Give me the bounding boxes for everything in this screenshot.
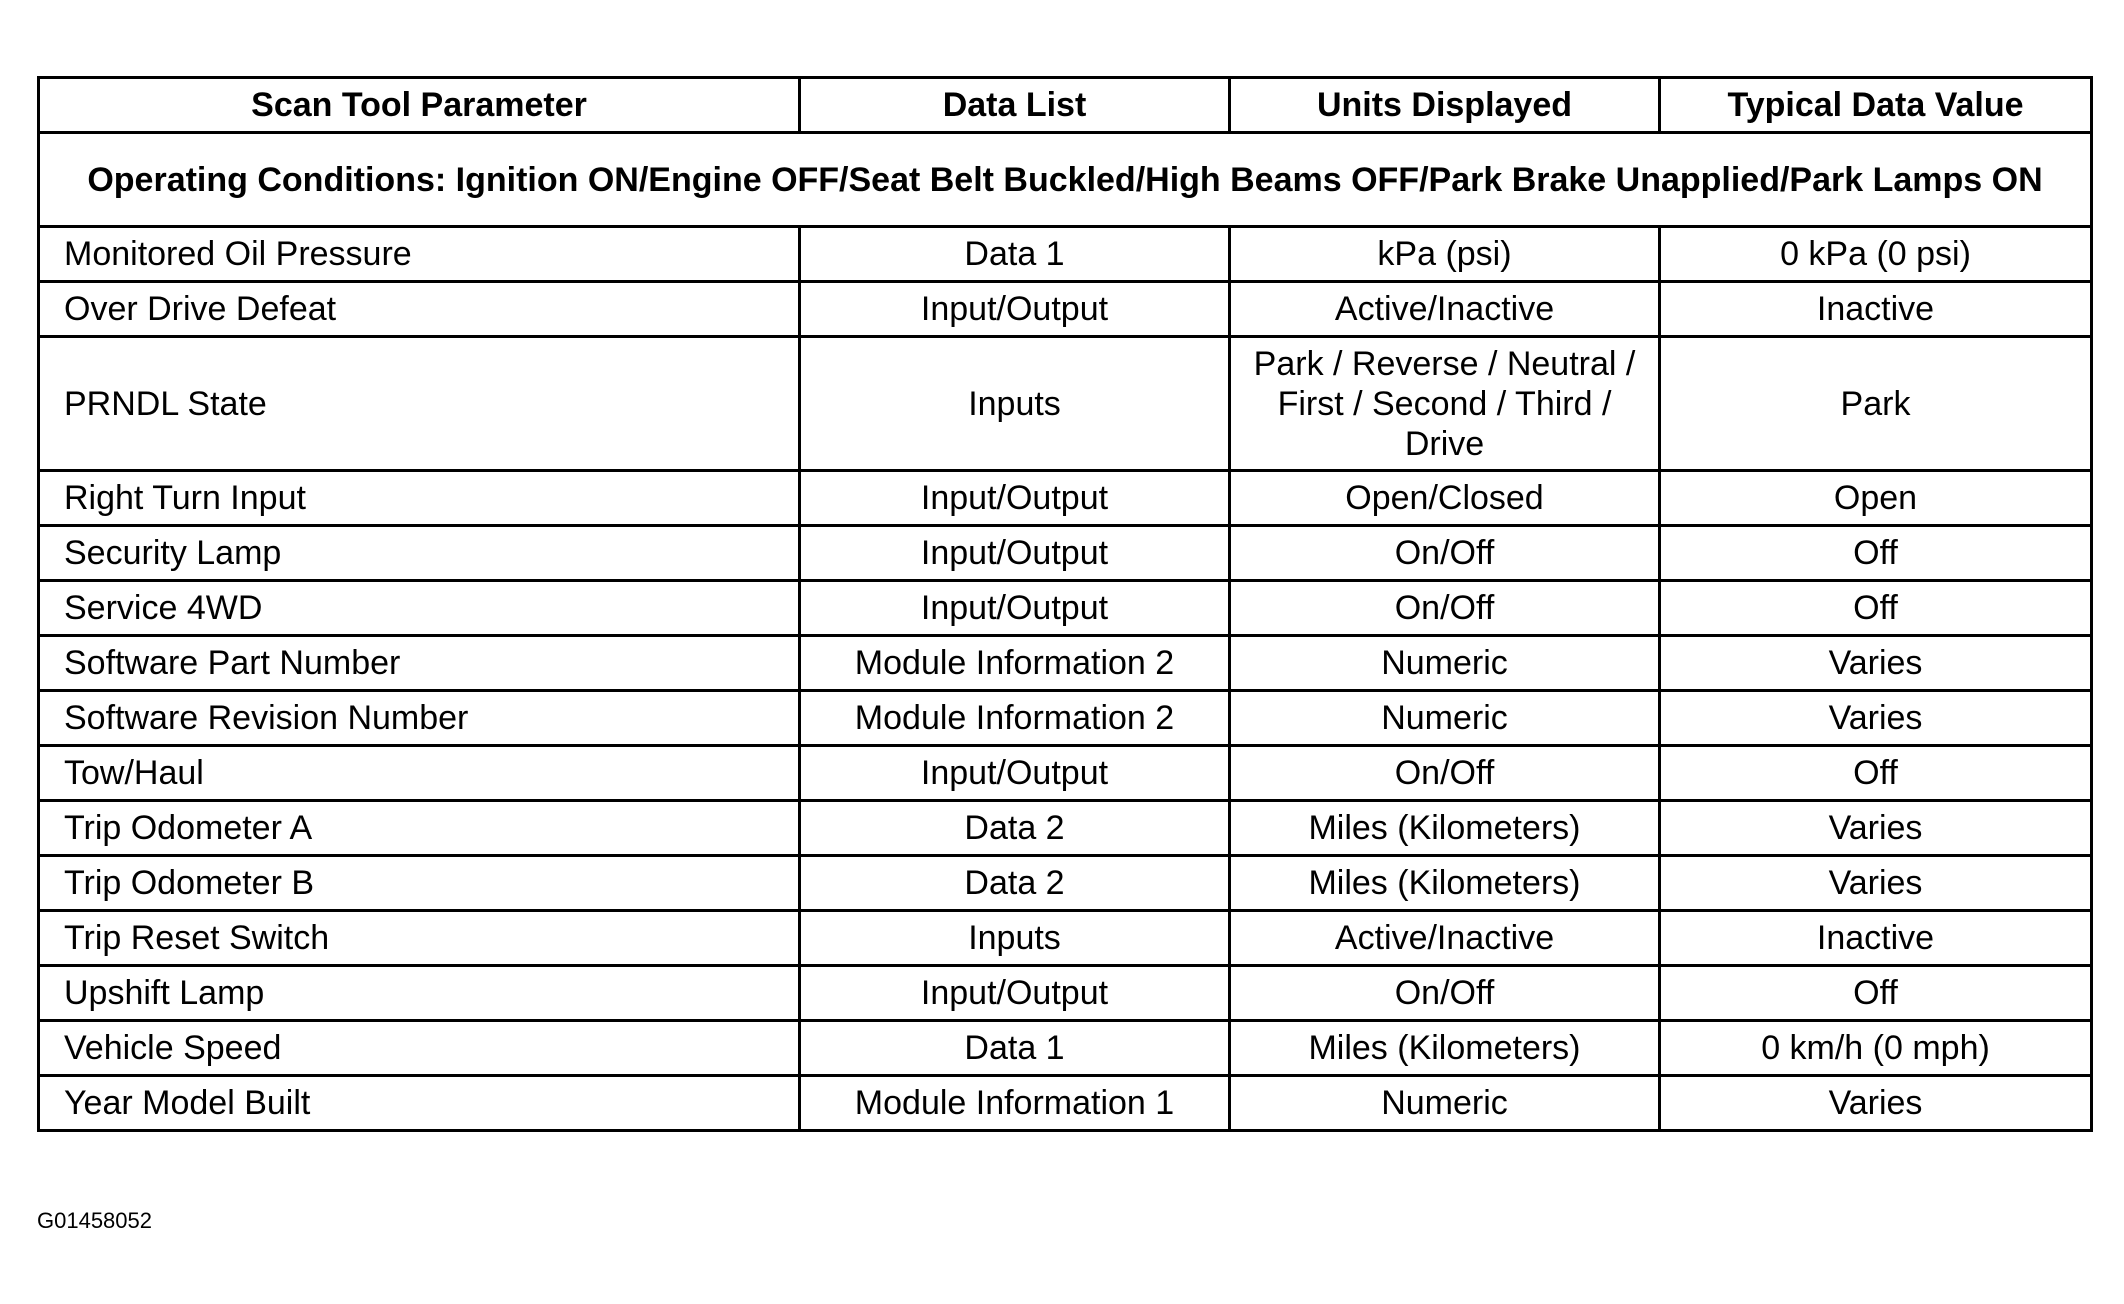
cell-units: Numeric xyxy=(1230,636,1660,691)
header-typical-data-value: Typical Data Value xyxy=(1660,78,2092,133)
table-row xyxy=(39,227,2092,282)
cell-data-list: Inputs xyxy=(800,337,1230,471)
cell-typical-value: Varies xyxy=(1660,691,2092,746)
cell-typical-value: 0 km/h (0 mph) xyxy=(1660,1021,2092,1076)
figure-id: G01458052 xyxy=(37,1208,152,1233)
cell-typical-value: Off xyxy=(1660,526,2092,581)
cell-parameter: Monitored Oil Pressure xyxy=(39,227,800,282)
table-row xyxy=(39,966,2092,1021)
table-row xyxy=(39,581,2092,636)
table-row xyxy=(39,337,2092,471)
cell-data-list: Module Information 2 xyxy=(800,691,1230,746)
table-header-row xyxy=(39,78,2092,133)
cell-units: Park / Reverse / Neutral / First / Second / Third / Drive xyxy=(1230,337,1660,471)
cell-units: On/Off xyxy=(1230,966,1660,1021)
cell-typical-value: 0 kPa (0 psi) xyxy=(1660,227,2092,282)
cell-units: Miles (Kilometers) xyxy=(1230,856,1660,911)
cell-data-list: Input/Output xyxy=(800,746,1230,801)
cell-data-list: Input/Output xyxy=(800,966,1230,1021)
table-row xyxy=(39,801,2092,856)
cell-parameter: Trip Reset Switch xyxy=(39,911,800,966)
table-row xyxy=(39,636,2092,691)
cell-units: Numeric xyxy=(1230,691,1660,746)
table-row xyxy=(39,1076,2092,1131)
cell-parameter: Year Model Built xyxy=(39,1076,800,1131)
cell-data-list: Input/Output xyxy=(800,581,1230,636)
cell-units: Active/Inactive xyxy=(1230,911,1660,966)
header-units-displayed: Units Displayed xyxy=(1230,78,1660,133)
cell-data-list: Data 2 xyxy=(800,856,1230,911)
operating-conditions-row xyxy=(39,133,2092,227)
cell-parameter: Security Lamp xyxy=(39,526,800,581)
cell-typical-value: Inactive xyxy=(1660,911,2092,966)
cell-typical-value: Varies xyxy=(1660,856,2092,911)
cell-data-list: Data 2 xyxy=(800,801,1230,856)
table-row xyxy=(39,911,2092,966)
cell-typical-value: Varies xyxy=(1660,1076,2092,1131)
table-row xyxy=(39,471,2092,526)
cell-typical-value: Open xyxy=(1660,471,2092,526)
cell-parameter: Software Part Number xyxy=(39,636,800,691)
cell-typical-value: Off xyxy=(1660,581,2092,636)
cell-units: On/Off xyxy=(1230,746,1660,801)
cell-units: kPa (psi) xyxy=(1230,227,1660,282)
cell-typical-value: Park xyxy=(1660,337,2092,471)
cell-data-list: Data 1 xyxy=(800,1021,1230,1076)
table-row xyxy=(39,691,2092,746)
cell-typical-value: Inactive xyxy=(1660,282,2092,337)
cell-parameter: Service 4WD xyxy=(39,581,800,636)
table-row xyxy=(39,746,2092,801)
cell-typical-value: Off xyxy=(1660,966,2092,1021)
header-scan-tool-parameter: Scan Tool Parameter xyxy=(39,78,800,133)
cell-parameter: PRNDL State xyxy=(39,337,800,471)
cell-data-list: Module Information 1 xyxy=(800,1076,1230,1131)
cell-data-list: Module Information 2 xyxy=(800,636,1230,691)
cell-units: On/Off xyxy=(1230,526,1660,581)
cell-parameter: Software Revision Number xyxy=(39,691,800,746)
cell-data-list: Input/Output xyxy=(800,526,1230,581)
table-row xyxy=(39,282,2092,337)
cell-data-list: Input/Output xyxy=(800,282,1230,337)
table-row xyxy=(39,1021,2092,1076)
cell-typical-value: Varies xyxy=(1660,636,2092,691)
cell-units: Numeric xyxy=(1230,1076,1660,1131)
cell-parameter: Right Turn Input xyxy=(39,471,800,526)
cell-typical-value: Off xyxy=(1660,746,2092,801)
scan-tool-data-table xyxy=(37,76,2093,1132)
header-data-list: Data List xyxy=(800,78,1230,133)
cell-units: Miles (Kilometers) xyxy=(1230,801,1660,856)
cell-parameter: Over Drive Defeat xyxy=(39,282,800,337)
cell-data-list: Inputs xyxy=(800,911,1230,966)
cell-parameter: Vehicle Speed xyxy=(39,1021,800,1076)
cell-parameter: Tow/Haul xyxy=(39,746,800,801)
cell-units: On/Off xyxy=(1230,581,1660,636)
cell-units: Open/Closed xyxy=(1230,471,1660,526)
operating-conditions: Operating Conditions: Ignition ON/Engine OFF/Seat Belt Buckled/High Beams OFF/Park Brake Unapplied/Park Lamps ON xyxy=(39,133,2092,227)
cell-parameter: Trip Odometer B xyxy=(39,856,800,911)
cell-data-list: Input/Output xyxy=(800,471,1230,526)
cell-data-list: Data 1 xyxy=(800,227,1230,282)
table-row xyxy=(39,856,2092,911)
cell-units: Active/Inactive xyxy=(1230,282,1660,337)
cell-parameter: Trip Odometer A xyxy=(39,801,800,856)
cell-typical-value: Varies xyxy=(1660,801,2092,856)
cell-parameter: Upshift Lamp xyxy=(39,966,800,1021)
table-row xyxy=(39,526,2092,581)
cell-units: Miles (Kilometers) xyxy=(1230,1021,1660,1076)
